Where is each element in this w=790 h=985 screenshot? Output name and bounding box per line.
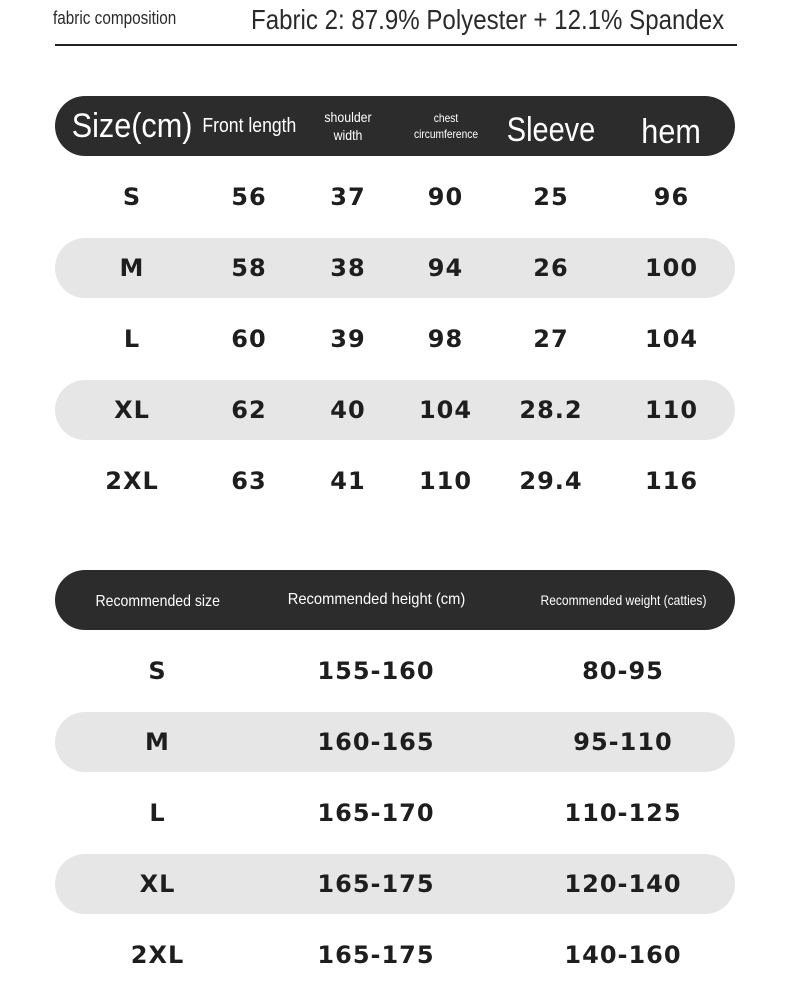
table-cell: S [122, 183, 142, 211]
table-cell: 100 [644, 254, 699, 282]
header-cell [494, 96, 608, 156]
table-cell: 60 [231, 325, 267, 353]
table-cell: 110 [644, 396, 699, 424]
table-cell: 104 [644, 325, 699, 353]
header-cell [512, 570, 734, 630]
header-hem-label: hem [641, 112, 702, 151]
table-cell: 39 [330, 325, 366, 353]
table-cell: 120-140 [564, 870, 682, 898]
table-row [55, 712, 735, 772]
header-recommended-weight-label: Recommended weight (catties) [540, 592, 706, 608]
table-cell: 37 [330, 183, 366, 211]
size-chart-table [55, 96, 735, 511]
divider [55, 44, 737, 46]
table-row [55, 238, 735, 298]
header-recommended-height-label: Recommended height (cm) [287, 591, 465, 608]
table-cell: L [149, 799, 166, 827]
table-cell: 63 [231, 467, 267, 495]
table-cell: XL [139, 870, 176, 898]
table-cell: 140-160 [564, 941, 682, 969]
table-cell: XL [114, 396, 150, 424]
header-cell [65, 96, 199, 156]
table-cell: 116 [644, 467, 699, 495]
header-cell [397, 96, 494, 156]
header-sleeve-label: Sleeve [506, 110, 596, 149]
table-cell: 38 [330, 254, 366, 282]
table-cell: 110 [418, 467, 473, 495]
table-cell: 29.4 [519, 467, 583, 495]
table-cell: 165-175 [317, 941, 435, 969]
table-cell: 2XL [130, 941, 185, 969]
header-chest-label: chest circumference [413, 111, 478, 141]
table-cell: 165-170 [317, 799, 435, 827]
fabric-header [0, 0, 790, 60]
header-front-length-label: Front length [202, 114, 296, 137]
table-cell: 165-175 [317, 870, 435, 898]
table-cell: 104 [418, 396, 473, 424]
header-cell [270, 570, 482, 630]
fabric-composition-value: Fabric 2: 87.9% Polyester + 12.1% Spandex [250, 4, 724, 35]
table-cell: 27 [533, 325, 569, 353]
table-cell: 62 [231, 396, 267, 424]
table-cell: 96 [653, 183, 690, 211]
recommendation-header [55, 570, 735, 630]
header-cell [299, 96, 397, 156]
table-row [55, 641, 735, 701]
table-row [55, 925, 735, 985]
header-shoulder-width-label: shoulder width [324, 109, 372, 143]
table-cell: 110-125 [564, 799, 682, 827]
table-cell: 28.2 [519, 396, 583, 424]
table-cell: 98 [427, 325, 464, 353]
table-row [55, 309, 735, 369]
table-cell: 80-95 [582, 657, 664, 685]
table-cell: 160-165 [317, 728, 435, 756]
table-cell: M [145, 728, 170, 756]
table-cell: 26 [533, 254, 569, 282]
table-cell: 56 [231, 183, 267, 211]
header-cell [75, 570, 240, 630]
table-cell: 41 [330, 467, 366, 495]
table-row [55, 854, 735, 914]
table-cell: L [123, 325, 141, 353]
table-cell: 94 [427, 254, 464, 282]
header-cell [608, 96, 735, 156]
table-row [55, 451, 735, 511]
size-chart-header [55, 96, 735, 156]
table-cell: 25 [533, 183, 569, 211]
table-row [55, 167, 735, 227]
table-cell: 95-110 [573, 728, 673, 756]
table-row [55, 783, 735, 843]
table-cell: 90 [427, 183, 464, 211]
table-cell: 2XL [105, 467, 159, 495]
table-cell: M [119, 254, 145, 282]
table-cell: S [148, 657, 167, 685]
header-recommended-size-label: Recommended size [95, 593, 220, 610]
recommendation-table [55, 570, 735, 985]
header-size-label: Size(cm) [71, 106, 193, 145]
header-cell [199, 96, 299, 156]
table-cell: 40 [330, 396, 366, 424]
table-cell: 155-160 [317, 657, 435, 685]
table-cell: 58 [231, 254, 267, 282]
table-row [55, 380, 735, 440]
fabric-label: fabric composition [53, 8, 177, 28]
